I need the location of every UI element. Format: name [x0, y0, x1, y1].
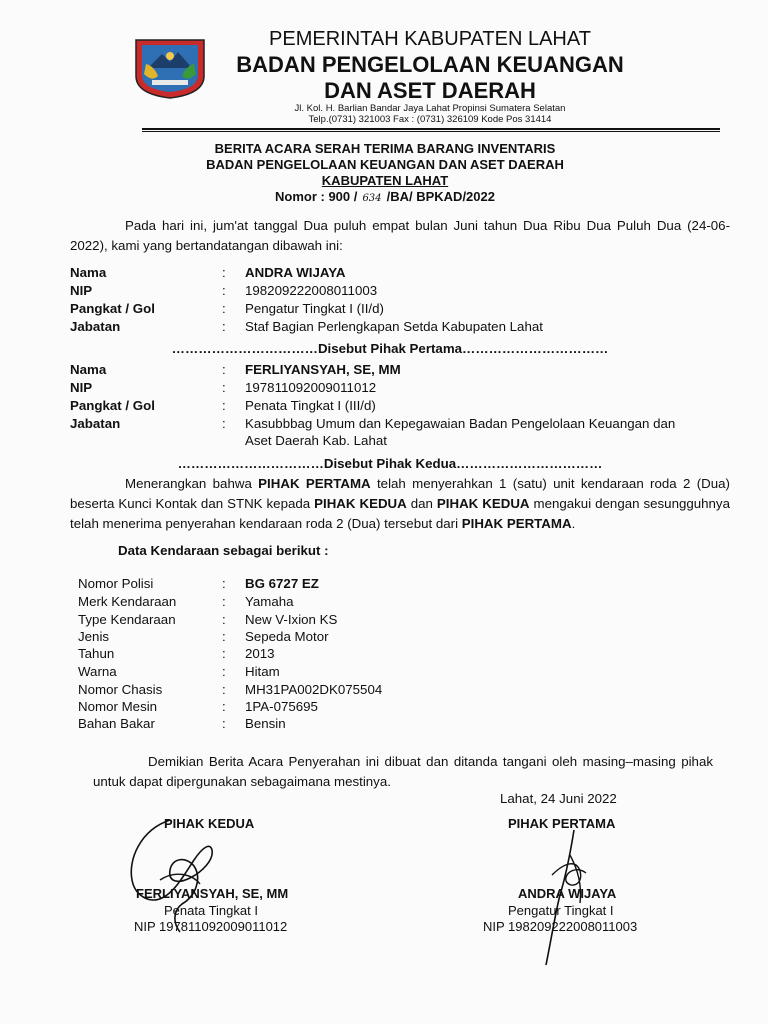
- party2-position-cont: Aset Daerah Kab. Lahat: [245, 433, 387, 448]
- vehicle-type: New V-Ixion KS: [245, 612, 338, 627]
- right-sign-nip: NIP 198209222008011003: [483, 919, 638, 934]
- vehicle-year: 2013: [245, 646, 275, 661]
- vehicle-chassis: MH31PA002DK075504: [245, 682, 383, 697]
- opening-paragraph: Pada hari ini, jum'at tanggal Dua puluh empat bulan Juni tahun Dua Ribu Dua Puluh Dua (24-06-2022), kami yang bertandatangan dibawah ini:: [70, 218, 730, 253]
- party2-label-position: Jabatan: [70, 416, 121, 431]
- party2-name: FERLIYANSYAH, SE, MM: [245, 362, 401, 377]
- vehicle-kind: Sepeda Motor: [245, 629, 329, 644]
- party2-rank: Penata Tingkat I (III/d): [245, 398, 376, 413]
- vehicle-heading: Data Kendaraan sebagai berikut :: [118, 543, 329, 558]
- kabupaten-lahat-emblem-icon: [130, 36, 210, 100]
- party2-separator: ……………………………Disebut Pihak Kedua……………………………: [177, 456, 603, 471]
- party1-rank: Pengatur Tingkat I (II/d): [245, 301, 384, 316]
- party1-nip: 198209222008011003: [245, 283, 378, 298]
- letterhead-agency: BADAN PENGELOLAAN KEUANGAN: [236, 52, 624, 77]
- party2-label-rank: Pangkat / Gol: [70, 398, 155, 413]
- vehicle-label: Merk Kendaraan: [78, 594, 177, 609]
- left-signature-icon: [120, 800, 270, 950]
- vehicle-label: Type Kendaraan: [78, 612, 176, 627]
- party1-label-rank: Pangkat / Gol: [70, 301, 155, 316]
- vehicle-label: Bahan Bakar: [78, 716, 155, 731]
- document-number: Nomor : 900 / 634 /BA/ BPKAD/2022: [275, 189, 495, 204]
- vehicle-label: Nomor Chasis: [78, 682, 163, 697]
- statement-paragraph: Menerangkan bahwa PIHAK PERTAMA telah menyerahkan 1 (satu) unit kendaraan roda 2 (Dua) beserta Kunci Kontak dan STNK kepada PIHAK KEDUA dan PIHAK KEDUA mengakui dengan sesungguhnya telah menerima penyerahan kendaraan roda 2 (Dua) tersebut dari PIHAK PERTAMA.: [70, 476, 730, 531]
- party2-label-nip: NIP: [70, 380, 93, 395]
- party1-position: Staf Bagian Perlengkapan Setda Kabupaten Lahat: [245, 319, 543, 334]
- vehicle-label: Warna: [78, 664, 117, 679]
- letterhead-agency-cont: DAN ASET DAERAH: [324, 78, 536, 103]
- vehicle-label: Jenis: [78, 629, 110, 644]
- left-sign-name: FERLIYANSYAH, SE, MM: [136, 886, 289, 901]
- letterhead-address: Jl. Kol. H. Barlian Bandar Jaya Lahat Propinsi Sumatera Selatan: [294, 103, 566, 114]
- vehicle-label: Nomor Mesin: [78, 699, 158, 714]
- right-sign-rank: Pengatur Tingkat I: [508, 903, 614, 918]
- document-title-region: KABUPATEN LAHAT: [321, 173, 449, 188]
- vehicle-label: Tahun: [78, 646, 115, 661]
- left-sign-role: PIHAK KEDUA: [164, 816, 255, 831]
- vehicle-brand: Yamaha: [245, 594, 294, 609]
- vehicle-color: Hitam: [245, 664, 280, 679]
- handwritten-number: 634: [362, 193, 382, 204]
- party1-label-position: Jabatan: [70, 319, 121, 334]
- party2-nip: 197811092009011012: [245, 380, 377, 395]
- place-date: Lahat, 24 Juni 2022: [500, 791, 617, 806]
- party1-label-nip: NIP: [70, 283, 93, 298]
- vehicle-fuel: Bensin: [245, 716, 286, 731]
- party1-name: ANDRA WIJAYA: [245, 265, 346, 280]
- party2-label-name: Nama: [70, 362, 107, 377]
- document-title: BERITA ACARA SERAH TERIMA BARANG INVENTARIS: [214, 141, 556, 156]
- party1-label-name: Nama: [70, 265, 107, 280]
- vehicle-label: Nomor Polisi: [78, 576, 154, 591]
- right-sign-name: ANDRA WIJAYA: [518, 886, 617, 901]
- party1-separator: ……………………………Disebut Pihak Pertama……………………………: [171, 341, 609, 356]
- document-title-agency: BADAN PENGELOLAAN KEUANGAN DAN ASET DAERAH: [206, 157, 564, 172]
- closing-paragraph: Demikian Berita Acara Penyerahan ini dibuat dan ditanda tangani oleh masing–masing pihak untuk dapat dipergunakan sebagaimana mestinya.: [93, 754, 713, 789]
- left-sign-nip: NIP 197811092009011012: [134, 919, 288, 934]
- right-signature-icon: [530, 815, 610, 975]
- letterhead-divider-thin: [142, 131, 720, 132]
- vehicle-plate: BG 6727 EZ: [245, 576, 319, 591]
- party2-position: Kasubbbag Umum dan Kepegawaian Badan Pengelolaan Keuangan dan: [245, 416, 676, 431]
- letterhead-divider: [142, 128, 720, 130]
- letterhead-contact: Telp.(0731) 321003 Fax : (0731) 326109 Kode Pos 31414: [308, 114, 552, 125]
- left-sign-rank: Penata Tingkat I: [164, 903, 258, 918]
- vehicle-engine: 1PA-075695: [245, 699, 318, 714]
- right-sign-role: PIHAK PERTAMA: [508, 816, 616, 831]
- letterhead-government: PEMERINTAH KABUPATEN LAHAT: [269, 28, 591, 50]
